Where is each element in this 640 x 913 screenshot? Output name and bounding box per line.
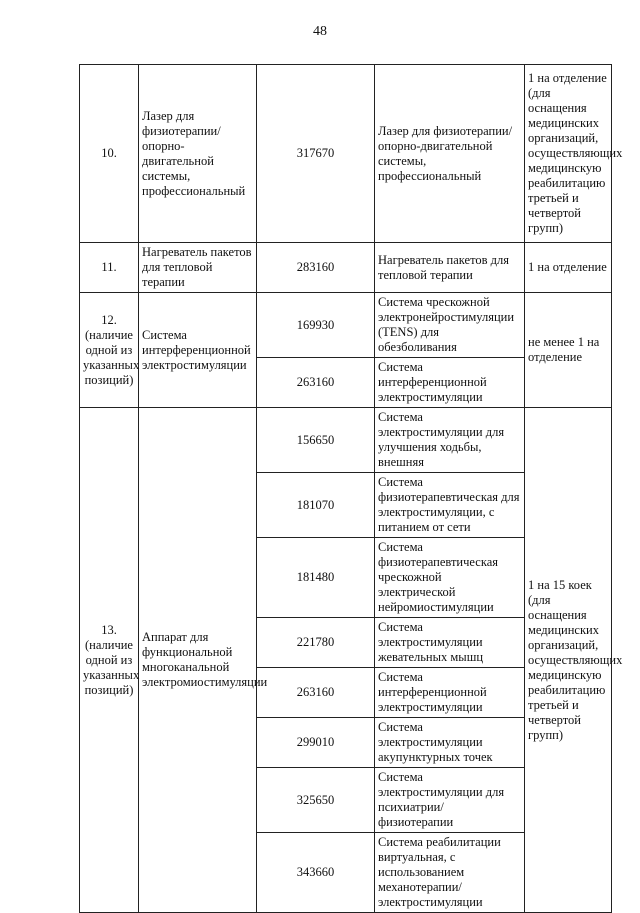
equipment-code: 221780 — [257, 618, 375, 668]
table-row — [80, 243, 612, 293]
equipment-code: 317670 — [257, 65, 375, 243]
equipment-name: Аппарат для функциональной многоканальной электромиостимуляции — [139, 408, 257, 913]
equipment-code: 156650 — [257, 408, 375, 473]
row-number: 13. (наличие одной из указанных позиций) — [80, 408, 139, 913]
table-row — [80, 65, 612, 243]
equipment-code: 325650 — [257, 768, 375, 833]
equipment-type: Нагреватель пакетов для тепловой терапии — [375, 243, 525, 293]
equipment-quantity: 1 на 15 коек (для оснащения медицинских организаций, осуществляющих медицинскую реабилитацию третьей и четвертой групп) — [525, 408, 612, 913]
equipment-quantity: 1 на отделение — [525, 243, 612, 293]
equipment-name: Лазер для физиотерапии/ опорно-двигательной системы, профессиональный — [139, 65, 257, 243]
equipment-code: 181070 — [257, 473, 375, 538]
equipment-type: Система электростимуляции акупунктурных точек — [375, 718, 525, 768]
row-number: 11. — [80, 243, 139, 293]
equipment-code: 283160 — [257, 243, 375, 293]
table-row — [80, 293, 612, 358]
equipment-type: Система электростимуляции для улучшения ходьбы, внешняя — [375, 408, 525, 473]
equipment-name: Нагреватель пакетов для тепловой терапии — [139, 243, 257, 293]
equipment-code: 169930 — [257, 293, 375, 358]
equipment-name: Система интерференционной электростимуляции — [139, 293, 257, 408]
equipment-table — [79, 64, 623, 913]
equipment-code: 263160 — [257, 668, 375, 718]
equipment-code: 343660 — [257, 833, 375, 913]
equipment-type: Лазер для физиотерапии/опорно-двигательной системы, профессиональный — [375, 65, 525, 243]
equipment-type: Система электростимуляции для психиатрии/ физиотерапии — [375, 768, 525, 833]
equipment-code: 181480 — [257, 538, 375, 618]
equipment-type: Система чрескожной электронейростимуляции (TENS) для обезболивания — [375, 293, 525, 358]
row-number: 10. — [80, 65, 139, 243]
equipment-type: Система физиотерапевтическая чрескожной электрической нейромиостимуляции — [375, 538, 525, 618]
table-row — [80, 408, 612, 473]
equipment-type: Система электростимуляции жевательных мышц — [375, 618, 525, 668]
equipment-type: Система интерференционной электростимуляции — [375, 668, 525, 718]
equipment-code: 263160 — [257, 358, 375, 408]
equipment-code: 299010 — [257, 718, 375, 768]
equipment-type: Система физиотерапевтическая для электростимуляции, с питанием от сети — [375, 473, 525, 538]
equipment-type: Система интерференционной электростимуляции — [375, 358, 525, 408]
row-number: 12. (наличие одной из указанных позиций) — [80, 293, 139, 408]
equipment-quantity: не менее 1 на отделение — [525, 293, 612, 408]
equipment-quantity: 1 на отделение (для оснащения медицинских организаций, осуществляющих медицинскую реабилитацию третьей и четвертой групп) — [525, 65, 612, 243]
page-number: 48 — [313, 24, 327, 39]
equipment-type: Система реабилитации виртуальная, с использованием механотерапии/ электростимуляции — [375, 833, 525, 913]
